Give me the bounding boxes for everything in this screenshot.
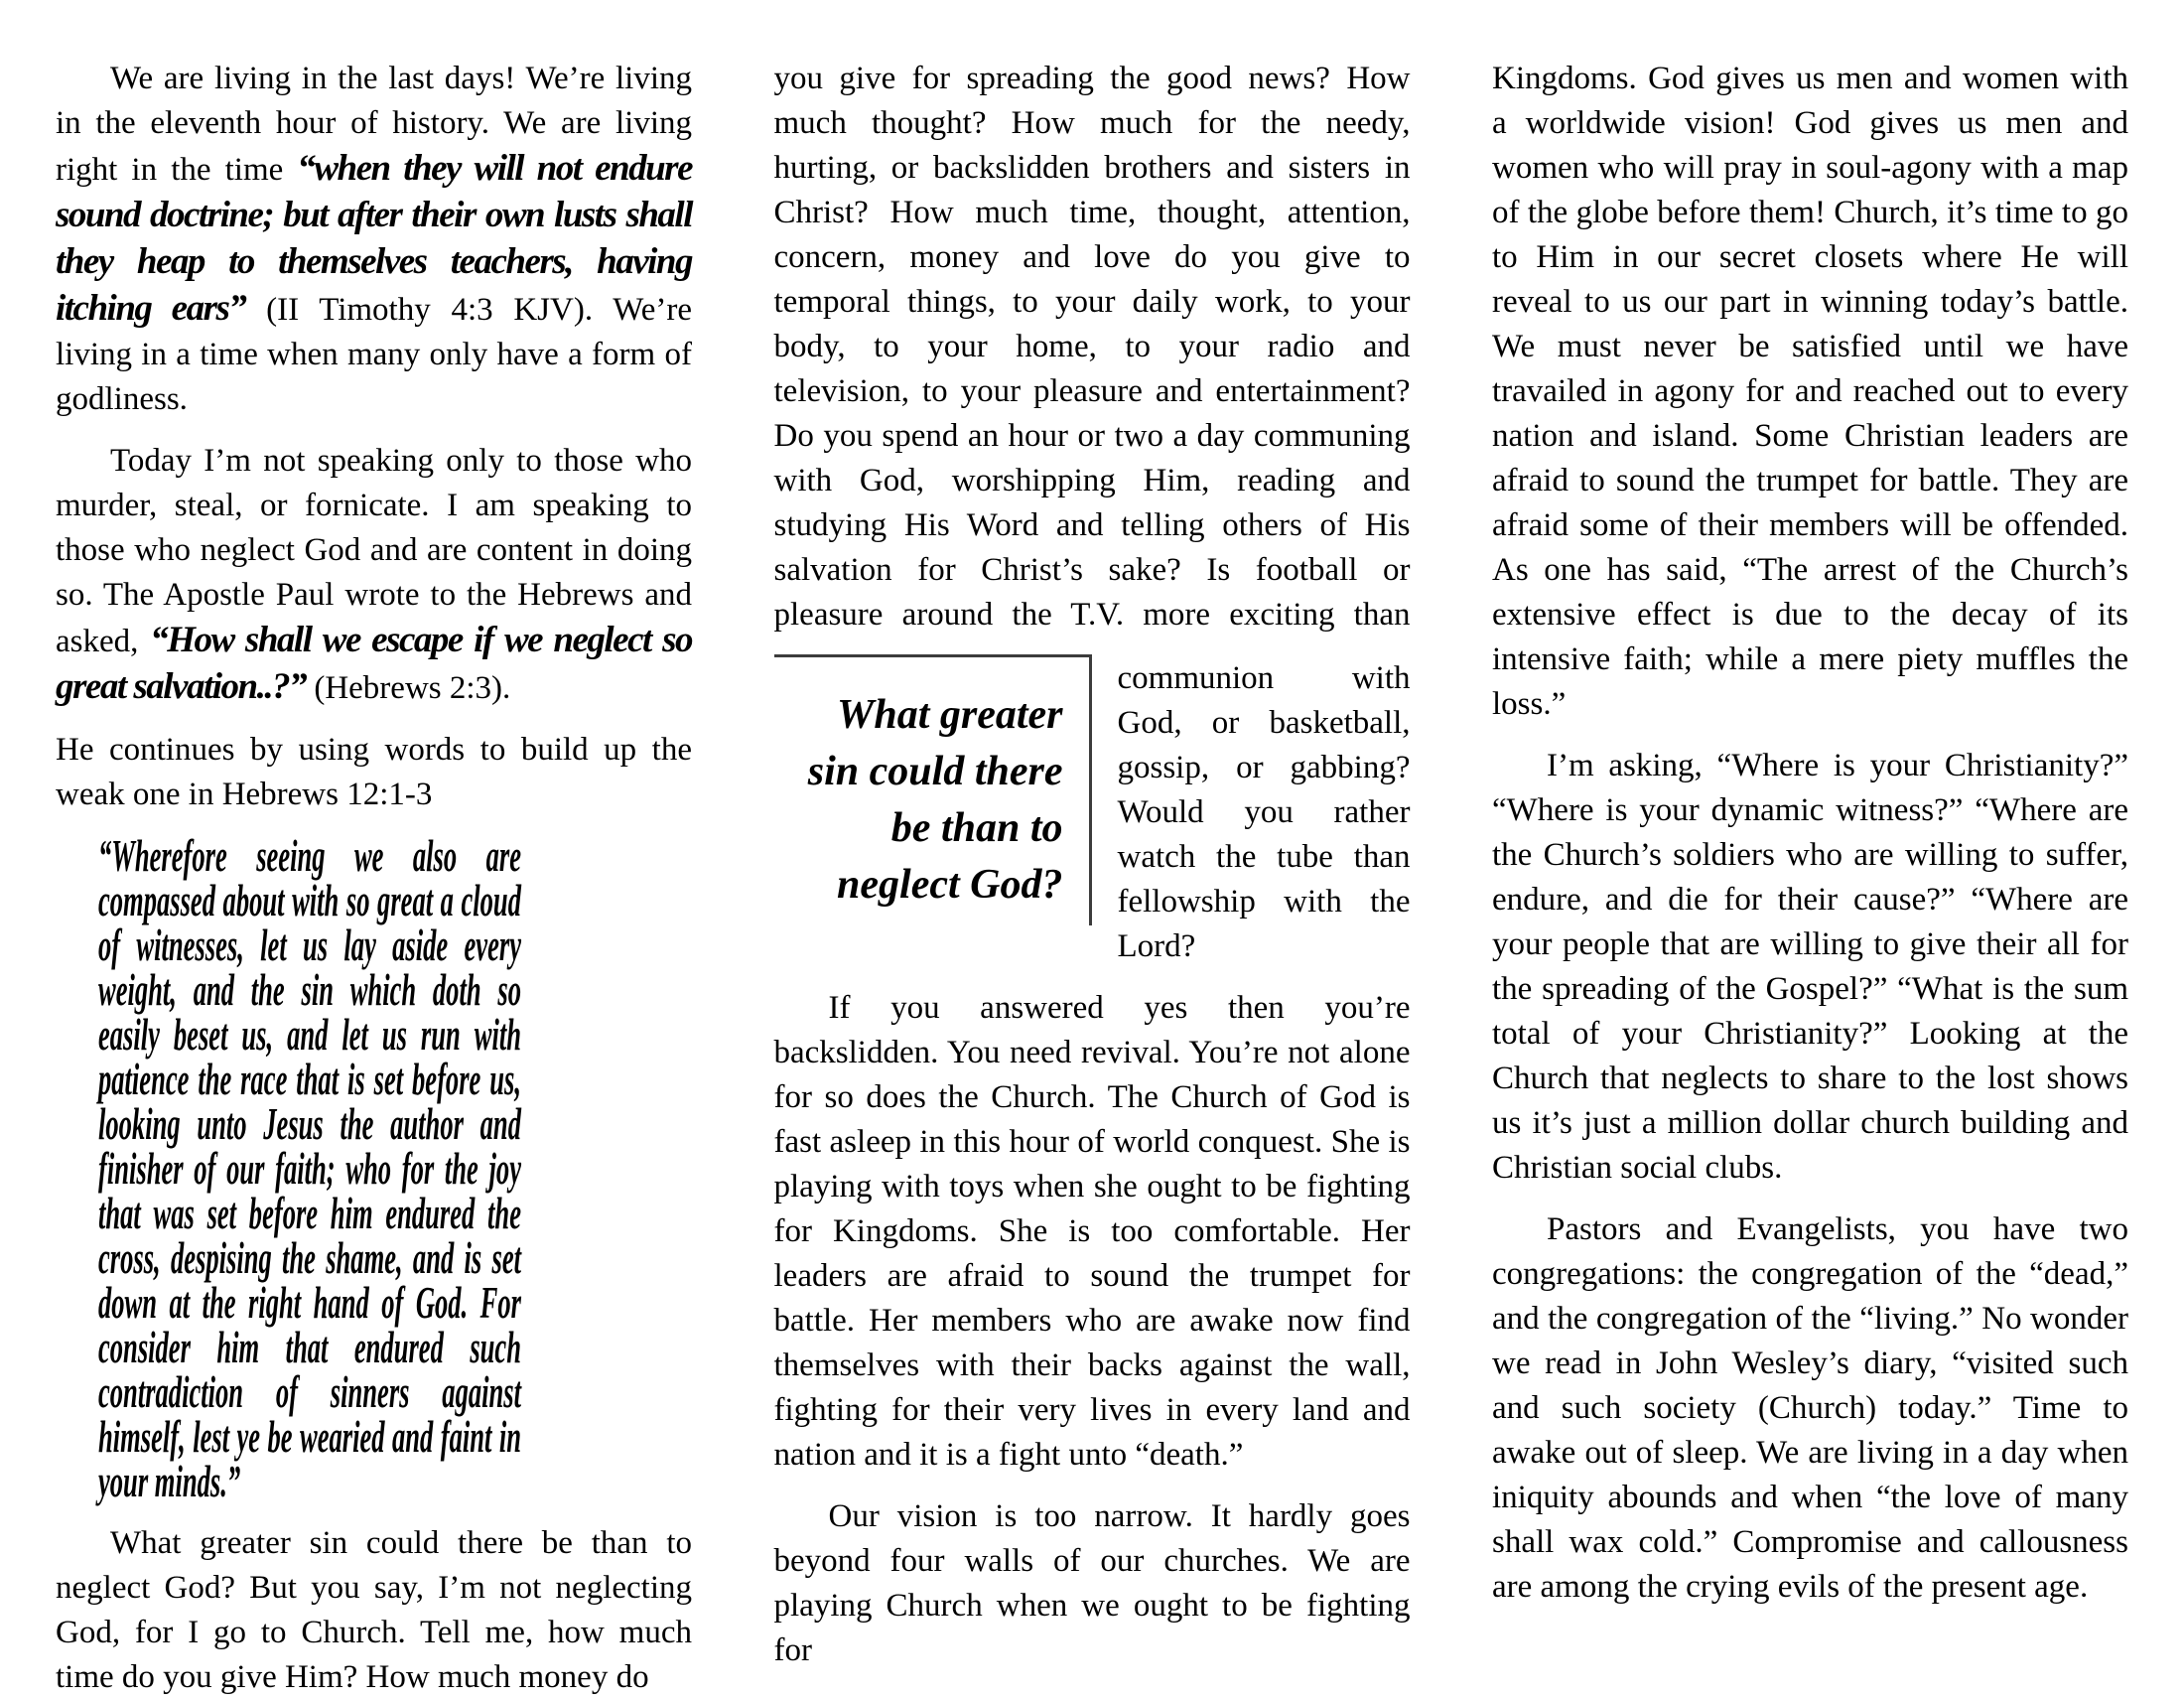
scripture-quote: “How shall we escape if we neglect so great salvation..?” [56, 620, 692, 707]
text-run: I’m asking, “Where is your Christianity?” “Where is your dynamic witness?” “Where are the Church’s soldiers who are willing to suffer, endure, and die for their cause?” “Where are your people that are willing to give their all for the spreading of the Gospel?” “What is the sum total of your Christianity?” Looking at the Church that neglects to share to the lost shows us it’s just a million dollar church building and Christian social clubs. [1492, 748, 2128, 1186]
paragraph [56, 57, 692, 422]
text-run: Pastors and Evangelists, you have two congregations: the congregation of the “dead,” and the congregation of the “living.” No wonder we read in John Wesley’s diary, “visited such and such society (Church) today.” Time to awake out of sleep. We are living in a day when iniquity abounds and when “the love of many shall wax cold.” Compromise and callousness are among the crying evils of the present age. [1492, 1211, 2128, 1605]
paragraph [56, 1521, 692, 1700]
pull-quote-line: sin could there [807, 749, 1063, 794]
pull-quote-line: neglect God? [837, 862, 1063, 908]
paragraph [1492, 1207, 2128, 1610]
text-run: (II Timothy 4:3 KJV). We’re living in a time when many only have a form of godliness. [56, 292, 693, 417]
text-run: (Hebrews 2:3). [306, 670, 511, 706]
column-2 [774, 57, 1411, 1688]
text-run: What greater sin could there be than to neglect God? But you say, I’m not neglecting God, for I go to Church. Tell me, how much time do you give Him? How much money do [56, 1525, 692, 1695]
paragraph [56, 728, 692, 817]
wrapped-text: communion with God, or basketball, gossip, or gabbing? Would you rather watch the tube than fellowship with the Lord? [1117, 660, 1411, 964]
block-scripture-quote [98, 831, 521, 1506]
block-scripture-quote-text: “Wherefore seeing we also are compassed about with so great a cloud of witnesses, let us lay aside every weight, and the sin which doth so easily beset us, and let us run with patience the race that is set before us, looking unto Jesus the author and finisher of our faith; who for the joy that was set before him endured the cross, despising the shame, and is set down at the right hand of God. For consider him that endured such contradiction of sinners against himself, lest ye be wearied and faint in your minds.” [98, 831, 521, 1506]
pull-quote-line: be than to [890, 805, 1063, 851]
text-run: Today I’m not speaking only to those who murder, steal, or fornicate. I am speaking to those who neglect God and are content in doing so. The Apostle Paul wrote to the Hebrews and asked, [56, 443, 692, 659]
pull-quote-line: What greater [836, 692, 1063, 738]
paragraph [774, 1494, 1411, 1673]
text-run: He continues by using words to build up the weak one in Hebrews 12:1-3 [56, 732, 692, 812]
paragraph [56, 439, 692, 711]
text-run: you give for spreading the good news? How much thought? How much for the needy, hurting, or backslidden brothers and sisters in Christ? How much time, thought, attention, concern, money and love do you give to temporal things, to your daily work, to your body, to your home, to your radio and television, to your pleasure and entertainment? Do you spend an hour or two a day communing with God, worshipping Him, reading and studying His Word and telling others of His salvation for Christ’s sake? Is football or pleasure around the T.V. more exciting than [773, 61, 1411, 633]
column-1 [56, 57, 693, 1695]
text-run: If you answered yes then you’re backslidden. You need revival. You’re not alone for so does the Church. The Church of God is fast asleep in this hour of world conquest. She is playing with toys when she ought to be fighting for Kingdoms. She is too comfortable. Her leaders are afraid to sound the trumpet for battle. Her members who are awake now find themselves with their backs against the wall, fighting for their very lives in every land and nation and it is a fight unto “death.” [773, 990, 1411, 1473]
pull-quote-row [774, 654, 1411, 969]
scripture-quote: “when they will not endure sound doctrine; but after their own lusts shall they heap to themselves teachers, having itching ears” [56, 148, 693, 329]
paragraph [774, 986, 1411, 1478]
column-3 [1492, 57, 2128, 1688]
text-run: Our vision is too narrow. It hardly goes beyond four walls of our churches. We are playing Church when we ought to be fighting for [773, 1498, 1411, 1668]
paragraph [774, 57, 1411, 638]
text-run: We are living in the last days! We’re living in the eleventh hour of history. We are living right in the time [56, 61, 692, 188]
pull-quote [774, 654, 1092, 925]
text-run: Kingdoms. God gives us men and women with a worldwide vision! God gives us men and women who will pray in soul-agony with a map of the globe before them! Church, it’s time to go to Him in our secret closets where He will reveal to us our part in winning today’s battle. We must never be satisfied until we have travailed in agony for and reached out to every nation and island. Some Christian leaders are afraid to sound the trumpet for battle. They are afraid some of their members will be offended. As one has said, “The arrest of the Church’s extensive effect is due to the decay of its intensive faith; while a mere piety muffles the loss.” [1492, 61, 2128, 722]
paragraph [1492, 744, 2128, 1191]
paragraph [1492, 57, 2128, 727]
